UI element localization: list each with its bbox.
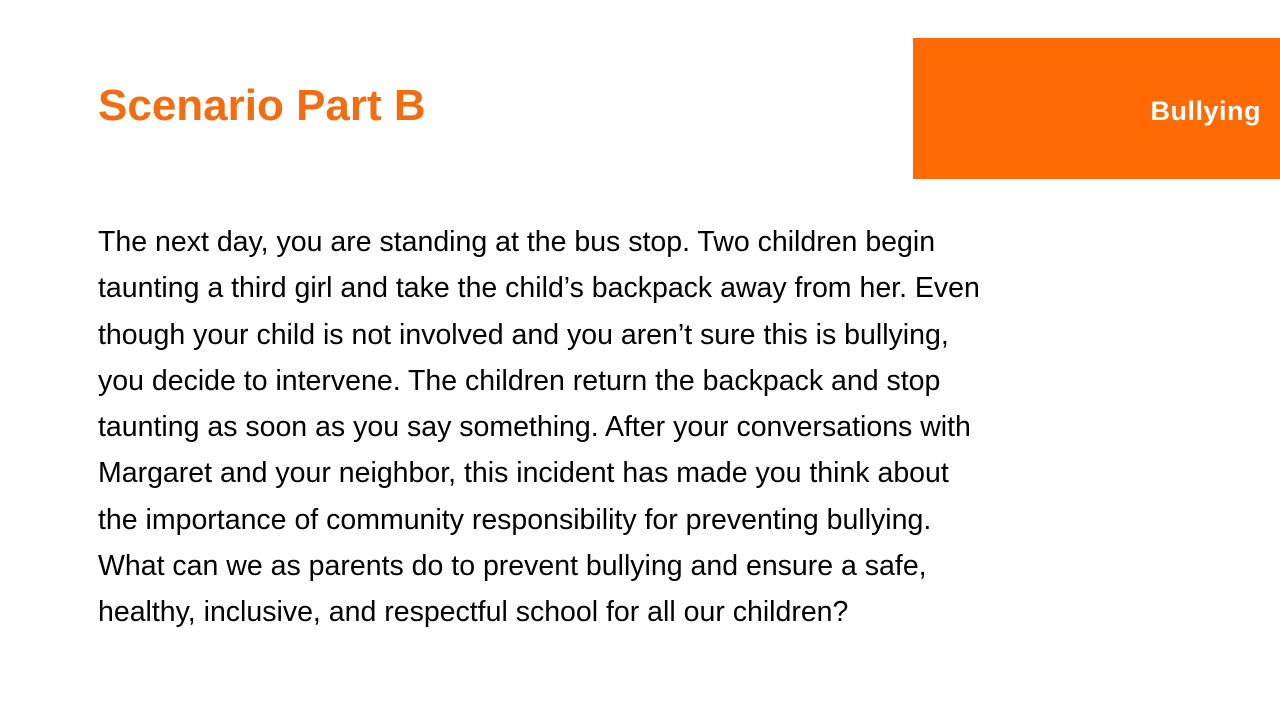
body-line: What can we as parents do to prevent bullying and ensure a safe, <box>98 550 927 583</box>
slide-title: Scenario Part B <box>98 81 426 130</box>
body-line: the importance of community responsibility for preventing bullying. <box>98 503 932 536</box>
body-line: taunting a third girl and take the child’s backpack away from her. Even <box>98 272 980 305</box>
body-line: healthy, inclusive, and respectful school for all our children? <box>98 596 849 629</box>
body-line: though your child is not involved and you aren’t sure this is bullying, <box>98 318 949 351</box>
body-line: taunting as soon as you say something. After your conversations with <box>98 411 971 444</box>
scenario-body-text <box>98 219 1218 636</box>
body-line: Margaret and your neighbor, this incident has made you think about <box>98 457 949 490</box>
body-line: The next day, you are standing at the bus stop. Two children begin <box>98 226 936 258</box>
topic-tab-label: Bullying <box>1150 96 1261 126</box>
body-line: you decide to intervene. The children return the backpack and stop <box>98 364 941 397</box>
